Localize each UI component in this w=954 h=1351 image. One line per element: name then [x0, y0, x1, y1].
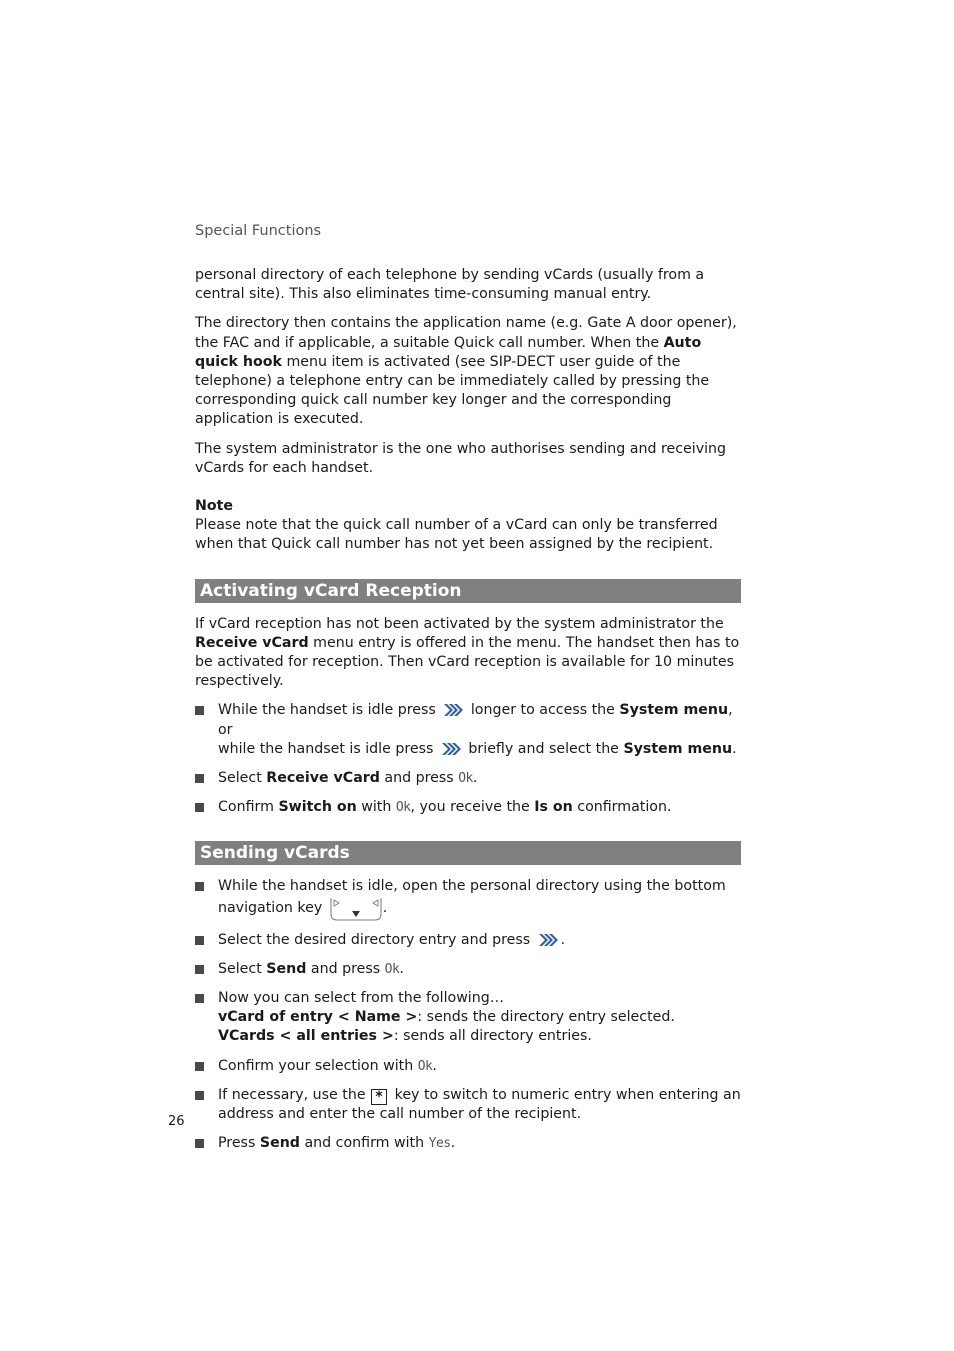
- section-heading-sending-vcards: Sending vCards: [195, 841, 741, 865]
- bullet-square-icon: [195, 994, 204, 1003]
- navigation-key-down-icon: [330, 897, 382, 921]
- bullet-square-icon: [195, 706, 204, 715]
- intro-paragraph-3: The system administrator is the one who authorises sending and receiving vCards for each handset.: [195, 440, 727, 476]
- running-head: Special Functions: [195, 223, 322, 239]
- section-heading-activating-vcard-reception: Activating vCard Reception: [195, 579, 741, 603]
- intro-paragraph-1: personal directory of each telephone by sending vCards (usually from a central site). This also eliminates time-consuming manual entry.: [195, 267, 705, 303]
- ok-display-key: Ok: [384, 961, 400, 977]
- bullet-square-icon: [195, 965, 204, 974]
- bullet-square-icon: [195, 1091, 204, 1100]
- section2-steps: [195, 877, 741, 1153]
- section1-steps: [195, 701, 741, 817]
- bullet-square-icon: [195, 936, 204, 945]
- step-item: Select the desired directory entry and press .: [195, 931, 741, 950]
- step-item: Select Receive vCard and press Ok.: [195, 769, 741, 788]
- yes-display-key: Yes: [428, 1136, 451, 1152]
- page-content: [195, 266, 741, 1164]
- bullet-square-icon: [195, 803, 204, 812]
- step-item: Confirm your selection with Ok.: [195, 1057, 741, 1076]
- step-item: Confirm Switch on with Ok, you receive the Is on confirmation.: [195, 798, 741, 817]
- section1-paragraph: If vCard reception has not been activated by the system administrator the Receive vCard menu entry is offered in the menu. The handset then has to be activated for reception. Then vCard reception is available for 10 minutes respectively.: [195, 615, 740, 690]
- ok-display-key: Ok: [458, 771, 473, 787]
- bullet-square-icon: [195, 1139, 204, 1148]
- intro-paragraph-2: The directory then contains the application name (e.g. Gate A door opener), the FAC and if applicable, a suitable Quick call number. When the Auto quick hook menu item is activated (see SIP-DECT user guide of the telephone) a telephone entry can be immediately called by pressing the corresponding quick call number key longer and the corresponding application is executed.: [195, 315, 737, 428]
- page-number: 26: [168, 1114, 185, 1129]
- note-title: Note: [195, 498, 234, 515]
- step-item: Select Send and press Ok.: [195, 960, 741, 979]
- ok-display-key: Ok: [417, 1058, 433, 1074]
- note-text: Please note that the quick call number of a vCard can only be transferred when that Quick call number has not yet been assigned by the recipient.: [195, 517, 718, 553]
- step-item: If necessary, use the * key to switch to numeric entry when entering an address and enter the call number of the recipient.: [195, 1086, 741, 1124]
- bullet-square-icon: [195, 882, 204, 891]
- ok-display-key: Ok: [395, 800, 411, 816]
- forward-key-icon: [441, 741, 461, 757]
- bullet-square-icon: [195, 774, 204, 783]
- step-item: Press Send and confirm with Yes.: [195, 1134, 741, 1153]
- receive-vcard-term: Receive vCard: [195, 634, 309, 651]
- forward-key-icon: [443, 702, 463, 718]
- step-item: Now you can select from the following… vCard of entry < Name >: sends the directory entry selected. VCards < all entries >: sends all directory entries.: [195, 989, 741, 1047]
- star-key-icon: *: [371, 1089, 387, 1105]
- auto-quick-hook-term: Auto quick hook: [195, 334, 702, 370]
- step-item: While the handset is idle, open the personal directory using the bottom navigation key .: [195, 877, 741, 920]
- step-item: While the handset is idle press longer to access the System menu, or while the handset is idle press briefly and select the System menu.: [195, 701, 741, 759]
- bullet-square-icon: [195, 1062, 204, 1071]
- forward-key-icon: [538, 932, 558, 948]
